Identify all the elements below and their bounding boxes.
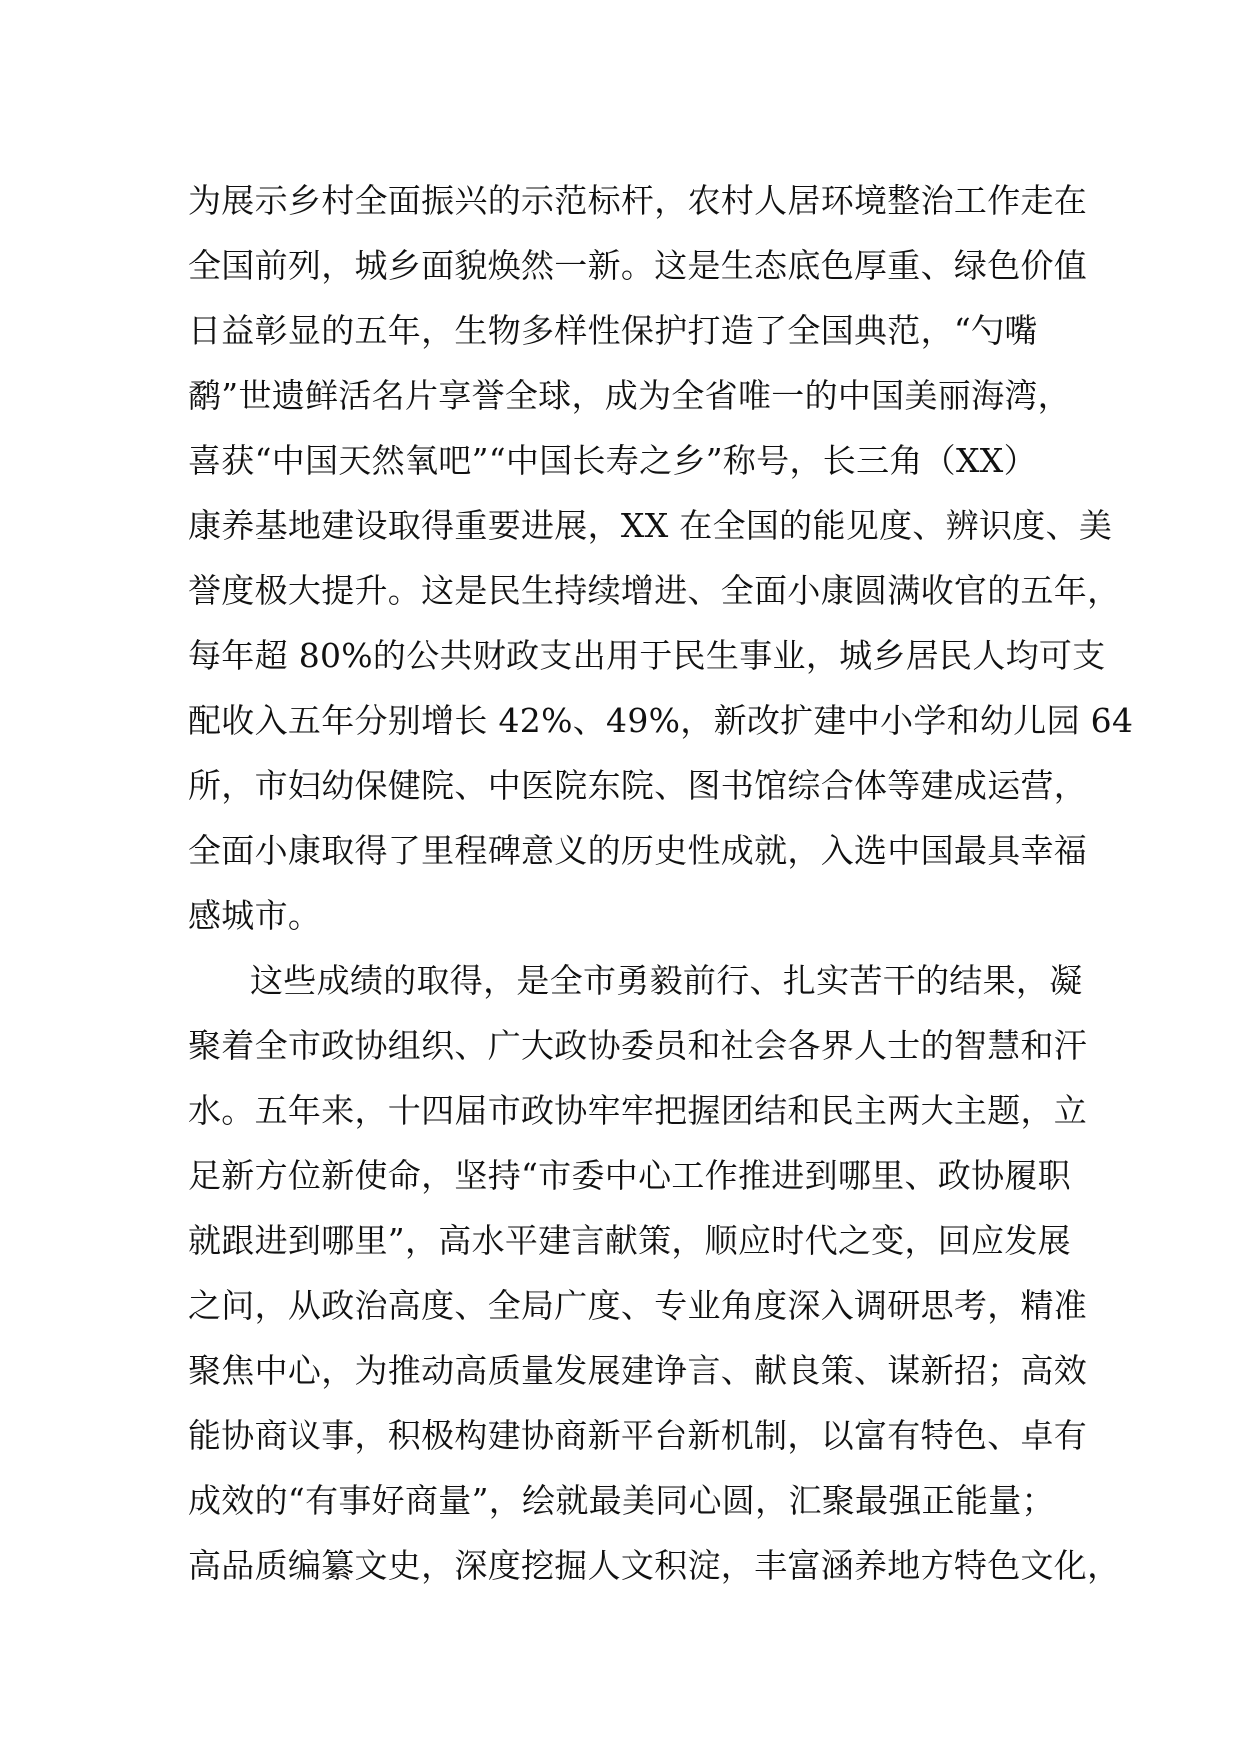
text-line: 聚着全市政协组织、广大政协委员和社会各界人士的智慧和汗: [188, 1026, 1088, 1065]
body-text: [188, 168, 1134, 1598]
text-line: 就跟进到哪里”，高水平建言献策，顺应时代之变，回应发展: [188, 1221, 1071, 1260]
text-line: 能协商议事，积极构建协商新平台新机制，以富有特色、卓有: [188, 1416, 1088, 1455]
text-line: 配收入五年分别增长 42%、49%，新改扩建中小学和幼儿园 64: [188, 701, 1134, 740]
text-line: 全国前列，城乡面貌焕然一新。这是生态底色厚重、绿色价值: [188, 246, 1088, 285]
text-line: 足新方位新使命，坚持“市委中心工作推进到哪里、政协履职: [188, 1156, 1071, 1195]
text-line: 誉度极大提升。这是民生持续增进、全面小康圆满收官的五年，: [188, 571, 1121, 610]
text-line: 之问，从政治高度、全局广度、专业角度深入调研思考，精准: [188, 1286, 1088, 1325]
text-line: 成效的“有事好商量”，绘就最美同心圆，汇聚最强正能量；: [188, 1481, 1055, 1520]
text-line: 聚焦中心，为推动高质量发展建诤言、献良策、谋新招；高效: [188, 1351, 1088, 1390]
text-line: 高品质编纂文史，深度挖掘人文积淀，丰富涵养地方特色文化，: [188, 1546, 1121, 1585]
text-line: 所，市妇幼保健院、中医院东院、图书馆综合体等建成运营，: [188, 766, 1088, 805]
text-line: 水。五年来，十四届市政协牢牢把握团结和民主两大主题，立: [188, 1091, 1088, 1130]
text-line: 喜获“中国天然氧吧”“中国长寿之乡”称号，长三角（XX）: [188, 441, 1037, 480]
paragraph-start-line: 这些成绩的取得，是全市勇毅前行、扎实苦干的结果，凝: [250, 961, 1083, 1000]
text-line: 全面小康取得了里程碑意义的历史性成就，入选中国最具幸福: [188, 831, 1088, 870]
text-line: 感城市。: [188, 896, 322, 935]
text-line: 日益彰显的五年，生物多样性保护打造了全国典范，“勺嘴: [188, 311, 1038, 350]
text-line: 康养基地建设取得重要进展，XX 在全国的能见度、辨识度、美: [188, 506, 1113, 545]
text-line: 每年超 80%的公共财政支出用于民生事业，城乡居民人均可支: [188, 636, 1106, 675]
text-line: 鹬”世遗鲜活名片享誉全球，成为全省唯一的中国美丽海湾，: [188, 376, 1071, 415]
text-line: 为展示乡村全面振兴的示范标杆，农村人居环境整治工作走在: [188, 181, 1088, 220]
